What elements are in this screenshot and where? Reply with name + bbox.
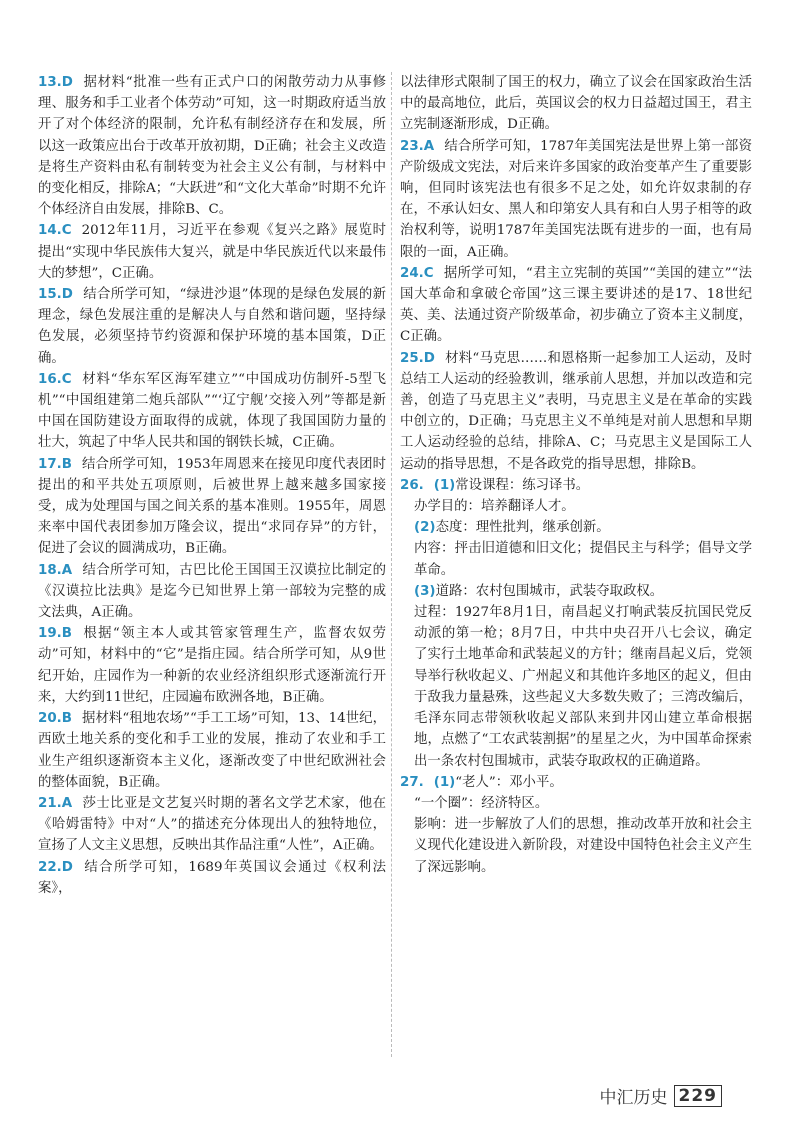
answer-item (38, 284, 386, 369)
answer-subitem (414, 581, 752, 602)
answer-item (400, 348, 752, 475)
answer-item (38, 623, 386, 708)
right-column (400, 72, 752, 878)
answer-item (38, 708, 386, 793)
answer-text: 据材料“批准一些有正式户口的闲散劳动力从事修理、服务和手工业者个体劳动”可知，这一时期政府适当放开了对个体经济的限制，允许私有制经济存在和发展，所以这一政策应出台于改革开放初期，D正确；社会主义改造是将生产资料由私有制转变为社会主义公有制，与材料中的变化相反，排除A；“大跃进”和“文化大革命”时期不允许个体经济自由发展，排除B、C。 (38, 75, 386, 218)
answer-item (400, 136, 752, 263)
subitem-text: 道路：农村包围城市，武装夺取政权。 (435, 583, 664, 599)
answer-item (38, 454, 386, 560)
answer-item (38, 560, 386, 624)
subitem-text: 影响：进一步解放了人们的思想，推动改革开放和社会主义现代化建设进入新阶段，对建设中国特色社会主义产生了深远影响。 (414, 817, 752, 875)
answer-subitem (414, 814, 752, 878)
answer-number: 20.B (38, 711, 72, 727)
subitem-label: (1) (433, 774, 456, 790)
answer-number: 23.A (400, 138, 435, 154)
page-footer (600, 1083, 723, 1108)
subitem-label: (3) (414, 583, 436, 599)
answer-item (400, 772, 752, 793)
answer-item (38, 220, 386, 284)
answer-text: 2012年11月，习近平在参观《复兴之路》展览时提出“实现中华民族伟大复兴，就是中华民族近代以来最伟大的梦想”，C正确。 (38, 223, 386, 281)
answer-item (400, 263, 752, 348)
answer-number: 22.D (38, 859, 73, 875)
answer-number: 25.D (400, 350, 435, 366)
answer-number: 24.C (400, 265, 434, 281)
column-divider (391, 72, 392, 1057)
answer-number: 21.A (38, 795, 73, 811)
book-title: 中汇历史 (599, 1088, 668, 1108)
answer-text: 据所学可知，“君主立宪制的英国”“美国的建立”“法国大革命和拿破仑帝国”这三课主要讲述的是17、18世纪英、美、法通过资产阶级革命，初步确立了资本主义制度，C正确。 (400, 265, 752, 345)
answer-number: 14.C (38, 223, 72, 239)
answer-text: 结合所学可知，古巴比伦王国国王汉谟拉比制定的《汉谟拉比法典》是迄今已知世界上第一部较为完整的成文法典，A正确。 (38, 562, 386, 621)
answer-text: 结合所学可知，“绿进沙退”体现的是绿色发展的新理念，绿色发展注重的是解决人与自然和谐问题，坚持绿色发展，必须坚持节约资源和保护环境的基本国策，D正确。 (38, 287, 386, 366)
answer-item (38, 72, 386, 220)
answer-number: 27. (400, 774, 424, 790)
answer-item (400, 475, 752, 496)
subitem-text: “一个圈”：经济特区。 (414, 795, 549, 811)
answer-subitem (414, 517, 752, 538)
answer-number: 26. (400, 477, 424, 493)
subitem-text: “老人”：邓小平。 (455, 774, 563, 790)
answer-number: 15.D (38, 287, 73, 303)
answer-number: 16.C (38, 371, 72, 387)
answer-text: 根据“领主本人或其管家管理生产，监督农奴劳动”可知，材料中的“它”是指庄园。结合所学可知，从9世纪开始，庄园作为一种新的农业经济组织形式逐渐流行开来，大约到11世纪，庄园遍布欧洲各地，B正确。 (38, 626, 386, 705)
answer-subitem (414, 793, 752, 814)
answer-number: 17.B (38, 456, 72, 472)
answer-text: 结合所学可知，1953年周恩来在接见印度代表团时提出的和平共处五项原则，后被世界上越来越多国家接受，成为处理国与国之间关系的基本准则。1955年，周恩来率中国代表团参加万隆会议，提出“求同存异”的方针，促进了会议的圆满成功，B正确。 (38, 456, 386, 557)
subitem-text: 内容：抨击旧道德和旧文化；提倡民主与科学；倡导文学革命。 (414, 541, 752, 578)
page-number: 229 (674, 1085, 723, 1107)
continued-text: 以法律形式限制了国王的权力，确立了议会在国家政治生活中的最高地位，此后，英国议会的权力日益超过国王，君主立宪制逐渐形成，D正确。 (400, 75, 752, 133)
answer-number: 19.B (38, 626, 72, 642)
subitem-label: (1) (433, 477, 456, 493)
subitem-label: (2) (414, 520, 436, 536)
answer-item (38, 793, 386, 857)
answer-subitem (414, 602, 752, 772)
answer-item (38, 857, 386, 899)
subitem-text: 态度：理性批判，继承创新。 (435, 520, 610, 536)
answer-text: 材料“马克思……和恩格斯一起参加工人运动，及时总结工人运动的经验教训，继承前人思想，并加以改造和完善，创造了马克思主义”表明，马克思主义是在革命的实践中创立的，D正确；马克思主义不单纯是对前人思想和早期工人运动经验的总结，排除A、C；马克思主义是国际工人运动的指导思想，不是各政党的指导思想，排除B。 (400, 350, 752, 472)
left-column (38, 72, 386, 899)
answer-text: 结合所学可知，1689年英国议会通过《权利法案》， (38, 859, 386, 896)
answer-subitem (414, 496, 752, 517)
answer-item (38, 369, 386, 454)
subitem-text: 办学目的：培养翻译人才。 (414, 499, 575, 515)
answer-number: 18.A (38, 562, 73, 578)
answer-text: 莎士比亚是文艺复兴时期的著名文学艺术家，他在《哈姆雷特》中对“人”的描述充分体现出人的独特地位，宣扬了人文主义思想，反映出其作品注重“人性”，A正确。 (38, 795, 386, 854)
subitem-text: 常设课程：练习译书。 (455, 477, 590, 493)
answer-text: 结合所学可知，1787年美国宪法是世界上第一部资产阶级成文宪法，对后来许多国家的政治变革产生了重要影响，但同时该宪法也有很多不足之处，如允许奴隶制的存在，不承认妇女、黑人和印第安人具有和白人男子相等的政治权利等，说明1787年美国宪法既有进步的一面，也有局限的一面，A正确。 (400, 138, 752, 260)
answer-text: 据材料“租地农场”“手工工场”可知，13、14世纪，西欧土地关系的变化和手工业的发展，推动了农业和手工业生产组织逐渐资本主义化，逐渐改变了中世纪欧洲社会的整体面貌，B正确。 (38, 711, 386, 790)
answer-subitem (414, 538, 752, 580)
subitem-text: 过程：1927年8月1日，南昌起义打响武装反抗国民党反动派的第一枪；8月7日，中共中央召开八七会议，确定了实行土地革命和武装起义的方针；继南昌起义后，党领导举行秋收起义、广州起义和其他许多地区的起义，但由于敌我力量悬殊，这些起义大多数失败了；三湾改编后，毛泽东同志带领秋收起义部队来到井冈山建立革命根据地，点燃了“工农武装割据”的星星之火，为中国革命探索出一条农村包围城市，武装夺取政权的正确道路。 (414, 605, 752, 769)
answer-number: 13.D (38, 75, 73, 90)
answer-text: 材料“华东军区海军建立”“中国成功仿制歼-5型飞机”“中国组建第二炮兵部队”“‘辽宁舰’交接入列”等都是新中国在国防建设方面取得的成就，体现了我国国防力量的壮大，筑起了中华人民共和国的钢铁长城，C正确。 (38, 371, 386, 451)
